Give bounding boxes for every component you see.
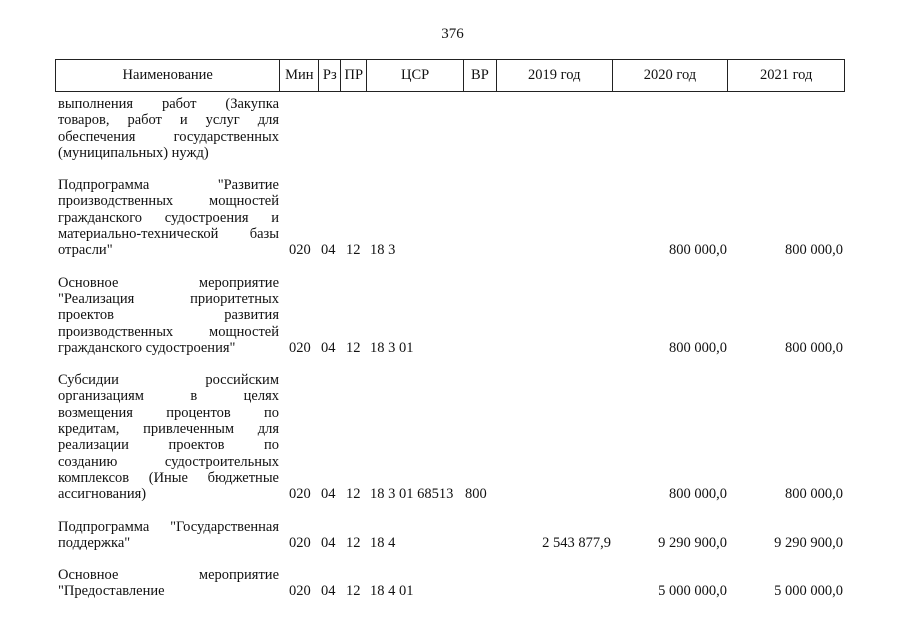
cell-y2021: 5 000 000,0: [774, 583, 843, 600]
cell-rz: 04: [321, 534, 336, 551]
table-body: [55, 96, 845, 616]
row-name-line: гражданского судостроения": [58, 339, 236, 356]
table-header: [55, 59, 845, 92]
header-min: Мин: [280, 60, 319, 91]
row-name: [55, 275, 279, 356]
header-2021: 2021 год: [759, 67, 813, 83]
row-name-line: Основное мероприятие: [58, 567, 279, 584]
cell-rz: 04: [321, 486, 336, 503]
header-2020: 2020 год: [613, 60, 729, 91]
row-name: [55, 177, 279, 258]
cell-pr: 12: [346, 339, 361, 356]
row-name-line: кредитам, привлеченным для: [58, 421, 279, 438]
row-name-line: производственных мощностей: [58, 193, 279, 210]
row-name-line: гражданского судостроения и: [58, 209, 279, 226]
row-name-line: поддержка": [58, 534, 131, 551]
header-pr: ПР: [341, 60, 367, 91]
cell-y2019: 2 543 877,9: [542, 534, 611, 551]
cell-csr: 18 4 01: [370, 583, 414, 600]
cell-min: 020: [289, 534, 311, 551]
cell-pr: 12: [346, 583, 361, 600]
row-name-line: (муниципальных) нужд): [58, 144, 209, 161]
row-name-line: Субсидии российским: [58, 372, 279, 389]
cell-rz: 04: [321, 242, 336, 259]
cell-y2020: 800 000,0: [669, 242, 727, 259]
row-name-line: проектов развития: [58, 307, 279, 324]
cell-pr: 12: [346, 486, 361, 503]
row-name-line: "Предоставление: [58, 583, 165, 600]
cell-y2021: 800 000,0: [785, 242, 843, 259]
table-row: [55, 567, 845, 600]
cell-y2020: 5 000 000,0: [658, 583, 727, 600]
row-name-line: ассигнования): [58, 486, 147, 503]
cell-y2020: 9 290 900,0: [658, 534, 727, 551]
table-row: [55, 519, 845, 552]
row-name: [55, 519, 279, 552]
row-name-line: "Реализация приоритетных: [58, 290, 279, 307]
table-row: [55, 372, 845, 502]
cell-csr: 18 3: [370, 242, 396, 259]
cell-csr: 18 4: [370, 534, 396, 551]
table-row: [55, 275, 845, 356]
row-name-line: Основное мероприятие: [58, 274, 279, 291]
page-number: 376: [441, 26, 464, 42]
header-vr: ВР: [464, 60, 497, 91]
cell-min: 020: [289, 339, 311, 356]
cell-pr: 12: [346, 534, 361, 551]
cell-y2021: 9 290 900,0: [774, 534, 843, 551]
row-name-line: выполнения работ (Закупка: [58, 96, 279, 112]
cell-y2021: 800 000,0: [785, 486, 843, 503]
cell-csr: 18 3 01: [370, 339, 414, 356]
cell-min: 020: [289, 583, 311, 600]
header-csr: ЦСР: [367, 60, 464, 91]
cell-vr: 800: [465, 486, 487, 503]
row-name-line: созданию судостроительных: [58, 453, 279, 470]
header-name: Наименование: [56, 60, 280, 91]
cell-min: 020: [289, 242, 311, 259]
row-name-line: организациям в целях: [58, 388, 279, 405]
cell-y2020: 800 000,0: [669, 486, 727, 503]
cell-csr: 18 3 01 68513: [370, 486, 454, 503]
cell-y2021: 800 000,0: [785, 339, 843, 356]
row-name-line: производственных мощностей: [58, 323, 279, 340]
row-name-line: реализации проектов по: [58, 437, 279, 454]
row-name-line: отрасли": [58, 242, 113, 259]
row-name-line: возмещения процентов по: [58, 404, 279, 421]
row-name: [55, 96, 279, 161]
cell-pr: 12: [346, 242, 361, 259]
header-2019: 2019 год: [497, 60, 613, 91]
cell-rz: 04: [321, 583, 336, 600]
row-name-line: Подпрограмма "Государственная: [58, 518, 279, 535]
row-name-line: комплексов (Иные бюджетные: [58, 469, 279, 486]
cell-rz: 04: [321, 339, 336, 356]
cell-min: 020: [289, 486, 311, 503]
row-name-line: товаров, работ и услуг для: [58, 112, 279, 129]
row-name: [55, 567, 279, 600]
row-name-line: Подпрограмма "Развитие: [58, 177, 279, 194]
table-row: [55, 96, 845, 161]
header-rz: Рз: [319, 60, 341, 91]
table-row: [55, 177, 845, 258]
row-name-line: материально-технической базы: [58, 226, 279, 243]
cell-y2020: 800 000,0: [669, 339, 727, 356]
row-name: [55, 372, 279, 502]
row-name-line: обеспечения государственных: [58, 128, 279, 145]
